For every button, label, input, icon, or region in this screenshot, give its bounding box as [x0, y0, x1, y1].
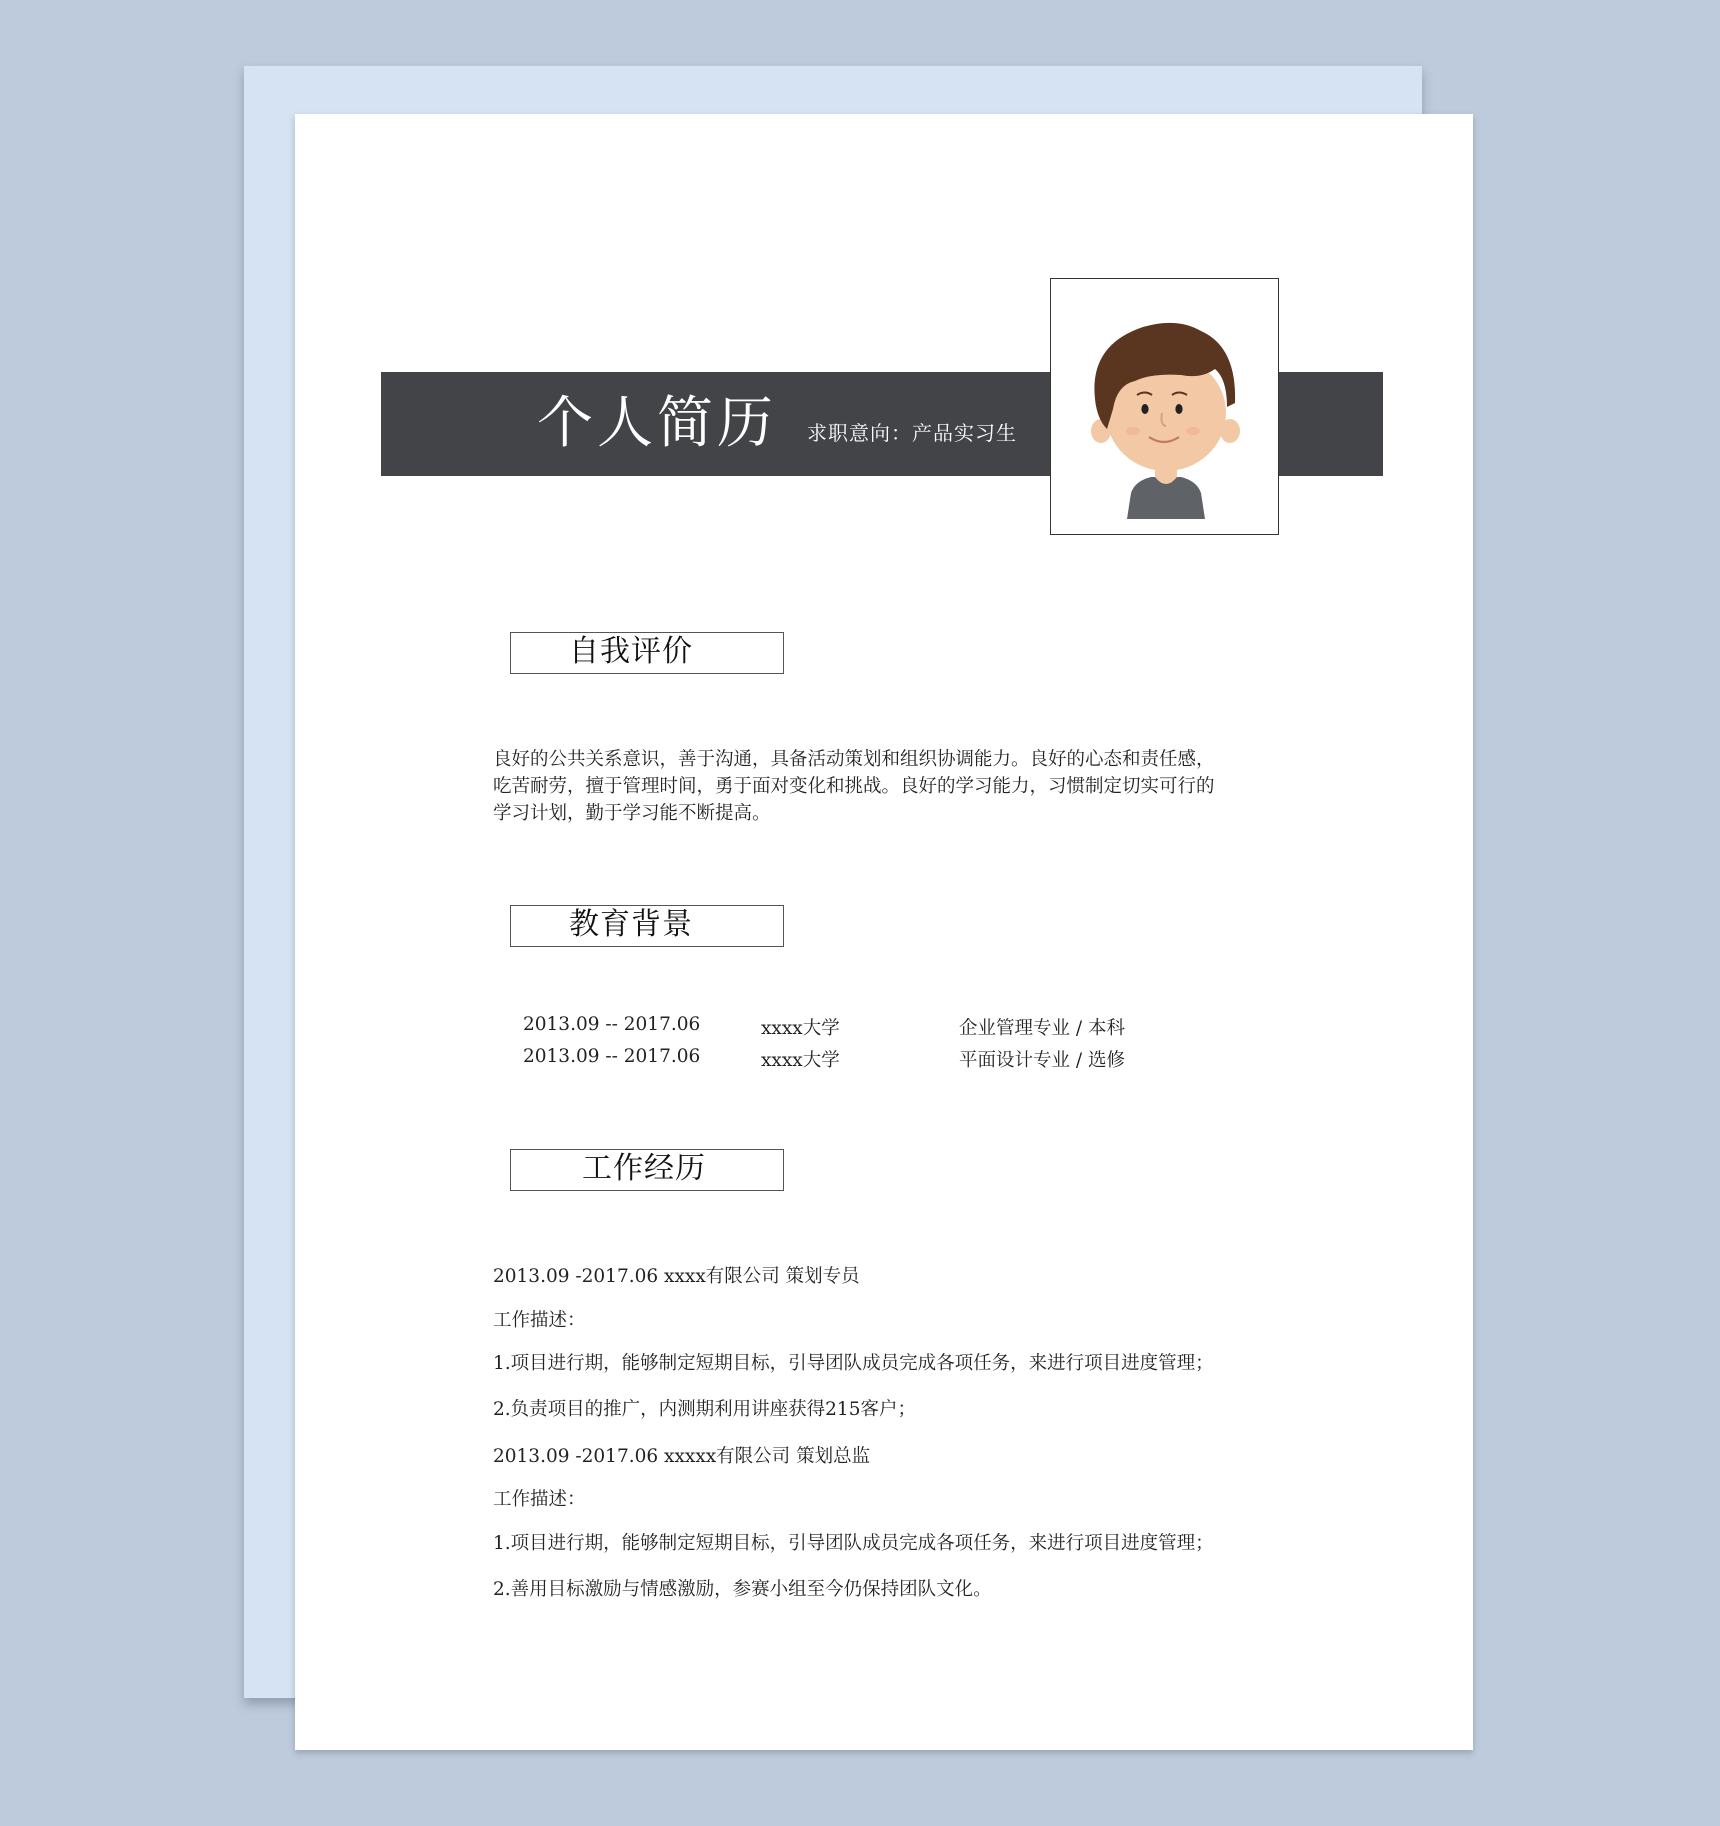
section-work-heading: 工作经历: [582, 1151, 706, 1186]
work-desc-item: 2.负责项目的推广，内测期利用讲座获得215客户；: [493, 1399, 916, 1420]
education-major: 企业管理专业 / 本科: [959, 1018, 1125, 1039]
photo-frame: [1050, 278, 1279, 535]
work-desc-item: 1.项目进行期，能够制定短期目标，引导团队成员完成各项任务，来进行项目进度管理；: [493, 1533, 1214, 1554]
self-evaluation-text: [493, 746, 1293, 827]
work-job-header: 2013.09 -2017.06 xxxx有限公司 策划专员: [493, 1266, 860, 1287]
education-major: 平面设计专业 / 选修: [959, 1050, 1125, 1071]
work-job-header: 2013.09 -2017.06 xxxxx有限公司 策划总监: [493, 1446, 871, 1467]
resume-page: [295, 114, 1473, 1750]
self-evaluation-line: 良好的公共关系意识，善于沟通，具备活动策划和组织协调能力。良好的心态和责任感，: [493, 749, 1215, 770]
work-desc-label: 工作描述：: [493, 1489, 586, 1510]
section-education-heading: 教育背景: [569, 907, 693, 942]
education-period: 2013.09 -- 2017.06: [523, 1014, 701, 1035]
education-school: xxxx大学: [761, 1050, 840, 1071]
work-desc-item: 2.善用目标激励与情感激励，参赛小组至今仍保持团队文化。: [493, 1579, 992, 1600]
resume-title: 个人简历: [537, 391, 777, 456]
self-evaluation-line: 吃苦耐劳，擅于管理时间，勇于面对变化和挑战。良好的学习能力，习惯制定切实可行的: [493, 776, 1215, 797]
work-desc-label: 工作描述：: [493, 1310, 586, 1331]
self-evaluation-line: 学习计划，勤于学习能不断提高。: [493, 803, 771, 824]
education-school: xxxx大学: [761, 1018, 840, 1039]
education-period: 2013.09 -- 2017.06: [523, 1046, 701, 1067]
job-objective: 求职意向：产品实习生: [807, 421, 1017, 445]
section-self-evaluation-heading: 自我评价: [569, 634, 693, 669]
avatar-icon: [1051, 279, 1280, 536]
work-desc-item: 1.项目进行期，能够制定短期目标，引导团队成员完成各项任务，来进行项目进度管理；: [493, 1353, 1214, 1374]
